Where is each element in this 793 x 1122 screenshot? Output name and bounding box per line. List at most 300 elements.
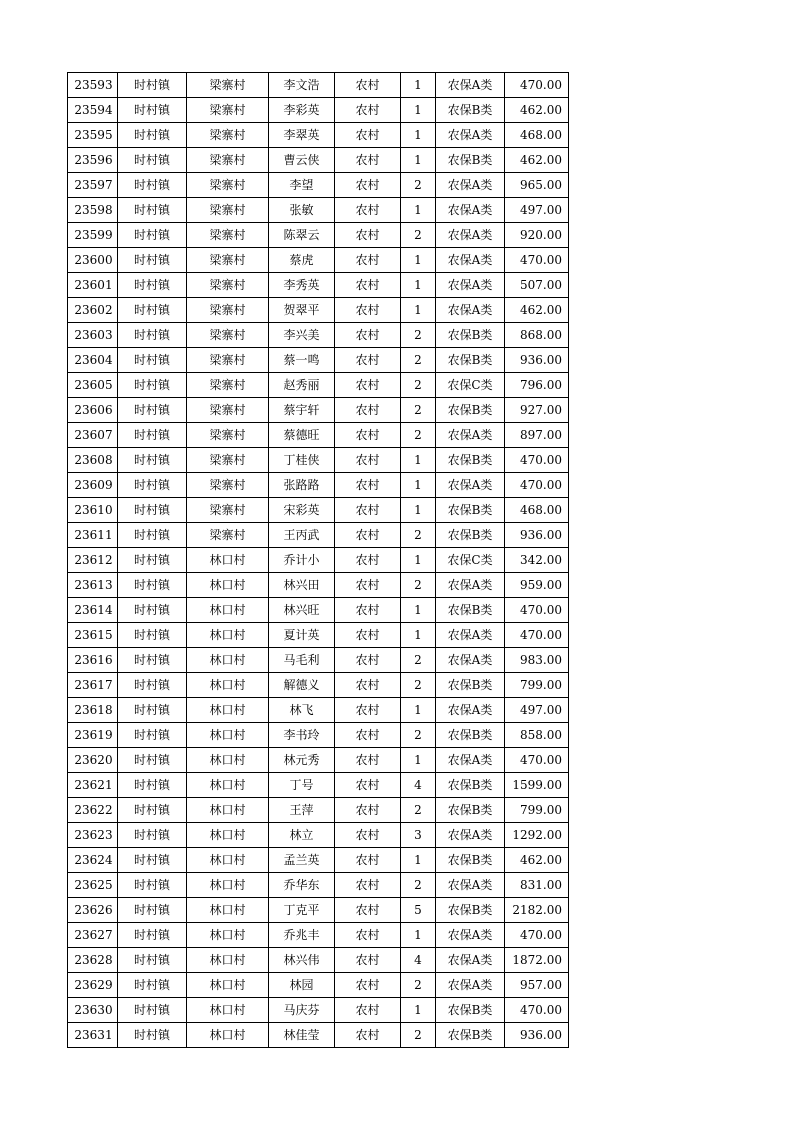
household-count-cell: 1 xyxy=(401,73,436,98)
insurance-category-cell: 农保B类 xyxy=(436,848,505,873)
area-type-cell: 农村 xyxy=(335,648,401,673)
household-count-cell: 1 xyxy=(401,698,436,723)
town-cell: 时村镇 xyxy=(118,823,187,848)
serial-number-cell: 23596 xyxy=(68,148,118,173)
amount-cell: 470.00 xyxy=(505,73,569,98)
insurance-category-cell: 农保B类 xyxy=(436,773,505,798)
insurance-category-cell: 农保B类 xyxy=(436,448,505,473)
amount-cell: 920.00 xyxy=(505,223,569,248)
table-row xyxy=(68,373,569,398)
insurance-category-cell: 农保C类 xyxy=(436,373,505,398)
serial-number-cell: 23604 xyxy=(68,348,118,373)
serial-number-cell: 23617 xyxy=(68,673,118,698)
village-cell: 梁寨村 xyxy=(187,273,269,298)
amount-cell: 796.00 xyxy=(505,373,569,398)
amount-cell: 470.00 xyxy=(505,598,569,623)
person-name-cell: 乔华东 xyxy=(269,873,335,898)
town-cell: 时村镇 xyxy=(118,273,187,298)
serial-number-cell: 23627 xyxy=(68,923,118,948)
serial-number-cell: 23615 xyxy=(68,623,118,648)
amount-cell: 965.00 xyxy=(505,173,569,198)
person-name-cell: 林飞 xyxy=(269,698,335,723)
household-count-cell: 1 xyxy=(401,198,436,223)
insurance-category-cell: 农保A类 xyxy=(436,198,505,223)
person-name-cell: 林兴旺 xyxy=(269,598,335,623)
town-cell: 时村镇 xyxy=(118,498,187,523)
area-type-cell: 农村 xyxy=(335,373,401,398)
serial-number-cell: 23619 xyxy=(68,723,118,748)
amount-cell: 936.00 xyxy=(505,1023,569,1048)
town-cell: 时村镇 xyxy=(118,748,187,773)
amount-cell: 470.00 xyxy=(505,448,569,473)
village-cell: 梁寨村 xyxy=(187,248,269,273)
insurance-category-cell: 农保B类 xyxy=(436,398,505,423)
insurance-category-cell: 农保A类 xyxy=(436,748,505,773)
table-row xyxy=(68,973,569,998)
town-cell: 时村镇 xyxy=(118,123,187,148)
village-cell: 林口村 xyxy=(187,923,269,948)
table-row xyxy=(68,448,569,473)
town-cell: 时村镇 xyxy=(118,248,187,273)
household-count-cell: 2 xyxy=(401,573,436,598)
serial-number-cell: 23624 xyxy=(68,848,118,873)
village-cell: 林口村 xyxy=(187,623,269,648)
village-cell: 林口村 xyxy=(187,873,269,898)
town-cell: 时村镇 xyxy=(118,548,187,573)
household-count-cell: 2 xyxy=(401,223,436,248)
village-cell: 林口村 xyxy=(187,948,269,973)
town-cell: 时村镇 xyxy=(118,923,187,948)
table-row xyxy=(68,273,569,298)
area-type-cell: 农村 xyxy=(335,423,401,448)
village-cell: 梁寨村 xyxy=(187,473,269,498)
person-name-cell: 王丙武 xyxy=(269,523,335,548)
insurance-category-cell: 农保A类 xyxy=(436,573,505,598)
serial-number-cell: 23597 xyxy=(68,173,118,198)
serial-number-cell: 23599 xyxy=(68,223,118,248)
serial-number-cell: 23611 xyxy=(68,523,118,548)
insurance-category-cell: 农保B类 xyxy=(436,348,505,373)
insurance-category-cell: 农保A类 xyxy=(436,648,505,673)
serial-number-cell: 23612 xyxy=(68,548,118,573)
insurance-category-cell: 农保B类 xyxy=(436,1023,505,1048)
area-type-cell: 农村 xyxy=(335,798,401,823)
table-row xyxy=(68,573,569,598)
insurance-category-cell: 农保A类 xyxy=(436,298,505,323)
household-count-cell: 1 xyxy=(401,273,436,298)
household-count-cell: 4 xyxy=(401,948,436,973)
serial-number-cell: 23614 xyxy=(68,598,118,623)
area-type-cell: 农村 xyxy=(335,248,401,273)
table-row xyxy=(68,173,569,198)
table-row xyxy=(68,648,569,673)
table-row xyxy=(68,773,569,798)
village-cell: 林口村 xyxy=(187,723,269,748)
insurance-category-cell: 农保A类 xyxy=(436,473,505,498)
table-row xyxy=(68,623,569,648)
village-cell: 梁寨村 xyxy=(187,123,269,148)
table-row xyxy=(68,498,569,523)
amount-cell: 470.00 xyxy=(505,748,569,773)
area-type-cell: 农村 xyxy=(335,723,401,748)
area-type-cell: 农村 xyxy=(335,348,401,373)
amount-cell: 468.00 xyxy=(505,123,569,148)
person-name-cell: 林佳莹 xyxy=(269,1023,335,1048)
table-row xyxy=(68,723,569,748)
household-count-cell: 1 xyxy=(401,623,436,648)
person-name-cell: 贺翠平 xyxy=(269,298,335,323)
insurance-category-cell: 农保A类 xyxy=(436,923,505,948)
insurance-category-cell: 农保B类 xyxy=(436,498,505,523)
area-type-cell: 农村 xyxy=(335,198,401,223)
table-row xyxy=(68,323,569,348)
village-cell: 林口村 xyxy=(187,748,269,773)
serial-number-cell: 23595 xyxy=(68,123,118,148)
table-row xyxy=(68,248,569,273)
household-count-cell: 2 xyxy=(401,1023,436,1048)
person-name-cell: 马庆芬 xyxy=(269,998,335,1023)
table-row xyxy=(68,948,569,973)
amount-cell: 462.00 xyxy=(505,298,569,323)
table-row xyxy=(68,873,569,898)
table-row xyxy=(68,598,569,623)
person-name-cell: 李望 xyxy=(269,173,335,198)
town-cell: 时村镇 xyxy=(118,873,187,898)
insurance-category-cell: 农保A类 xyxy=(436,698,505,723)
serial-number-cell: 23606 xyxy=(68,398,118,423)
area-type-cell: 农村 xyxy=(335,1023,401,1048)
town-cell: 时村镇 xyxy=(118,323,187,348)
amount-cell: 831.00 xyxy=(505,873,569,898)
amount-cell: 342.00 xyxy=(505,548,569,573)
table-row xyxy=(68,223,569,248)
household-count-cell: 1 xyxy=(401,598,436,623)
amount-cell: 497.00 xyxy=(505,698,569,723)
town-cell: 时村镇 xyxy=(118,848,187,873)
area-type-cell: 农村 xyxy=(335,773,401,798)
table-row xyxy=(68,823,569,848)
town-cell: 时村镇 xyxy=(118,798,187,823)
household-count-cell: 1 xyxy=(401,148,436,173)
town-cell: 时村镇 xyxy=(118,73,187,98)
person-name-cell: 夏计英 xyxy=(269,623,335,648)
household-count-cell: 2 xyxy=(401,673,436,698)
village-cell: 林口村 xyxy=(187,898,269,923)
village-cell: 林口村 xyxy=(187,848,269,873)
household-count-cell: 1 xyxy=(401,248,436,273)
town-cell: 时村镇 xyxy=(118,598,187,623)
village-cell: 林口村 xyxy=(187,1023,269,1048)
person-name-cell: 蔡德旺 xyxy=(269,423,335,448)
area-type-cell: 农村 xyxy=(335,973,401,998)
village-cell: 林口村 xyxy=(187,548,269,573)
insurance-category-cell: 农保A类 xyxy=(436,873,505,898)
insurance-category-cell: 农保B类 xyxy=(436,98,505,123)
amount-cell: 799.00 xyxy=(505,798,569,823)
amount-cell: 470.00 xyxy=(505,473,569,498)
table-row xyxy=(68,298,569,323)
village-cell: 林口村 xyxy=(187,973,269,998)
person-name-cell: 李彩英 xyxy=(269,98,335,123)
household-count-cell: 2 xyxy=(401,423,436,448)
household-count-cell: 1 xyxy=(401,448,436,473)
person-name-cell: 解德义 xyxy=(269,673,335,698)
table-row xyxy=(68,798,569,823)
serial-number-cell: 23609 xyxy=(68,473,118,498)
person-name-cell: 李翠英 xyxy=(269,123,335,148)
village-cell: 林口村 xyxy=(187,998,269,1023)
household-count-cell: 1 xyxy=(401,498,436,523)
household-count-cell: 3 xyxy=(401,823,436,848)
area-type-cell: 农村 xyxy=(335,73,401,98)
person-name-cell: 曹云侠 xyxy=(269,148,335,173)
household-count-cell: 2 xyxy=(401,398,436,423)
table-row xyxy=(68,848,569,873)
amount-cell: 462.00 xyxy=(505,848,569,873)
town-cell: 时村镇 xyxy=(118,973,187,998)
serial-number-cell: 23610 xyxy=(68,498,118,523)
amount-cell: 957.00 xyxy=(505,973,569,998)
table-row xyxy=(68,398,569,423)
insurance-category-cell: 农保B类 xyxy=(436,723,505,748)
village-cell: 梁寨村 xyxy=(187,373,269,398)
person-name-cell: 马毛利 xyxy=(269,648,335,673)
table-row xyxy=(68,523,569,548)
town-cell: 时村镇 xyxy=(118,773,187,798)
town-cell: 时村镇 xyxy=(118,198,187,223)
insurance-category-cell: 农保B类 xyxy=(436,898,505,923)
insurance-category-cell: 农保A类 xyxy=(436,173,505,198)
amount-cell: 470.00 xyxy=(505,623,569,648)
area-type-cell: 农村 xyxy=(335,698,401,723)
area-type-cell: 农村 xyxy=(335,948,401,973)
household-count-cell: 1 xyxy=(401,123,436,148)
insurance-category-cell: 农保A类 xyxy=(436,423,505,448)
table-row xyxy=(68,73,569,98)
insurance-category-cell: 农保A类 xyxy=(436,823,505,848)
serial-number-cell: 23607 xyxy=(68,423,118,448)
town-cell: 时村镇 xyxy=(118,423,187,448)
insurance-category-cell: 农保B类 xyxy=(436,323,505,348)
person-name-cell: 丁桂侠 xyxy=(269,448,335,473)
serial-number-cell: 23622 xyxy=(68,798,118,823)
area-type-cell: 农村 xyxy=(335,173,401,198)
village-cell: 梁寨村 xyxy=(187,198,269,223)
serial-number-cell: 23605 xyxy=(68,373,118,398)
serial-number-cell: 23601 xyxy=(68,273,118,298)
insurance-category-cell: 农保A类 xyxy=(436,223,505,248)
amount-cell: 897.00 xyxy=(505,423,569,448)
serial-number-cell: 23598 xyxy=(68,198,118,223)
household-count-cell: 1 xyxy=(401,848,436,873)
town-cell: 时村镇 xyxy=(118,648,187,673)
person-name-cell: 张路路 xyxy=(269,473,335,498)
household-count-cell: 1 xyxy=(401,298,436,323)
amount-cell: 868.00 xyxy=(505,323,569,348)
insurance-category-cell: 农保A类 xyxy=(436,73,505,98)
area-type-cell: 农村 xyxy=(335,498,401,523)
person-name-cell: 林兴伟 xyxy=(269,948,335,973)
area-type-cell: 农村 xyxy=(335,398,401,423)
table-row xyxy=(68,123,569,148)
household-count-cell: 5 xyxy=(401,898,436,923)
town-cell: 时村镇 xyxy=(118,223,187,248)
household-count-cell: 1 xyxy=(401,473,436,498)
area-type-cell: 农村 xyxy=(335,473,401,498)
area-type-cell: 农村 xyxy=(335,323,401,348)
person-name-cell: 张敏 xyxy=(269,198,335,223)
household-count-cell: 2 xyxy=(401,973,436,998)
serial-number-cell: 23626 xyxy=(68,898,118,923)
village-cell: 梁寨村 xyxy=(187,448,269,473)
village-cell: 梁寨村 xyxy=(187,348,269,373)
town-cell: 时村镇 xyxy=(118,623,187,648)
table-body xyxy=(68,73,569,1048)
amount-cell: 983.00 xyxy=(505,648,569,673)
insurance-category-cell: 农保B类 xyxy=(436,523,505,548)
area-type-cell: 农村 xyxy=(335,123,401,148)
serial-number-cell: 23593 xyxy=(68,73,118,98)
household-count-cell: 2 xyxy=(401,348,436,373)
table-row xyxy=(68,548,569,573)
table-row xyxy=(68,1023,569,1048)
table-row xyxy=(68,473,569,498)
town-cell: 时村镇 xyxy=(118,523,187,548)
village-cell: 林口村 xyxy=(187,673,269,698)
amount-cell: 927.00 xyxy=(505,398,569,423)
person-name-cell: 李文浩 xyxy=(269,73,335,98)
insurance-category-cell: 农保B类 xyxy=(436,598,505,623)
village-cell: 梁寨村 xyxy=(187,498,269,523)
serial-number-cell: 23631 xyxy=(68,1023,118,1048)
amount-cell: 468.00 xyxy=(505,498,569,523)
insurance-category-cell: 农保A类 xyxy=(436,948,505,973)
town-cell: 时村镇 xyxy=(118,948,187,973)
area-type-cell: 农村 xyxy=(335,623,401,648)
area-type-cell: 农村 xyxy=(335,448,401,473)
amount-cell: 936.00 xyxy=(505,348,569,373)
area-type-cell: 农村 xyxy=(335,298,401,323)
serial-number-cell: 23620 xyxy=(68,748,118,773)
person-name-cell: 陈翠云 xyxy=(269,223,335,248)
town-cell: 时村镇 xyxy=(118,98,187,123)
town-cell: 时村镇 xyxy=(118,898,187,923)
amount-cell: 462.00 xyxy=(505,148,569,173)
serial-number-cell: 23602 xyxy=(68,298,118,323)
person-name-cell: 丁号 xyxy=(269,773,335,798)
insurance-category-cell: 农保A类 xyxy=(436,273,505,298)
person-name-cell: 李秀英 xyxy=(269,273,335,298)
insurance-category-cell: 农保B类 xyxy=(436,148,505,173)
amount-cell: 936.00 xyxy=(505,523,569,548)
household-count-cell: 2 xyxy=(401,523,436,548)
serial-number-cell: 23629 xyxy=(68,973,118,998)
amount-cell: 470.00 xyxy=(505,923,569,948)
amount-cell: 1292.00 xyxy=(505,823,569,848)
town-cell: 时村镇 xyxy=(118,573,187,598)
household-count-cell: 2 xyxy=(401,798,436,823)
area-type-cell: 农村 xyxy=(335,148,401,173)
amount-cell: 497.00 xyxy=(505,198,569,223)
area-type-cell: 农村 xyxy=(335,598,401,623)
person-name-cell: 林立 xyxy=(269,823,335,848)
village-cell: 梁寨村 xyxy=(187,398,269,423)
person-name-cell: 林兴田 xyxy=(269,573,335,598)
insurance-category-cell: 农保B类 xyxy=(436,998,505,1023)
household-count-cell: 1 xyxy=(401,998,436,1023)
village-cell: 林口村 xyxy=(187,648,269,673)
serial-number-cell: 23618 xyxy=(68,698,118,723)
village-cell: 林口村 xyxy=(187,823,269,848)
town-cell: 时村镇 xyxy=(118,298,187,323)
person-name-cell: 乔计小 xyxy=(269,548,335,573)
household-count-cell: 1 xyxy=(401,98,436,123)
person-name-cell: 林园 xyxy=(269,973,335,998)
insurance-category-cell: 农保C类 xyxy=(436,548,505,573)
amount-cell: 1872.00 xyxy=(505,948,569,973)
amount-cell: 858.00 xyxy=(505,723,569,748)
area-type-cell: 农村 xyxy=(335,223,401,248)
person-name-cell: 王萍 xyxy=(269,798,335,823)
insurance-category-cell: 农保A类 xyxy=(436,623,505,648)
town-cell: 时村镇 xyxy=(118,148,187,173)
serial-number-cell: 23621 xyxy=(68,773,118,798)
area-type-cell: 农村 xyxy=(335,823,401,848)
serial-number-cell: 23600 xyxy=(68,248,118,273)
household-count-cell: 1 xyxy=(401,548,436,573)
village-cell: 梁寨村 xyxy=(187,173,269,198)
table-row xyxy=(68,198,569,223)
household-count-cell: 2 xyxy=(401,373,436,398)
table-row xyxy=(68,423,569,448)
area-type-cell: 农村 xyxy=(335,848,401,873)
person-name-cell: 孟兰英 xyxy=(269,848,335,873)
town-cell: 时村镇 xyxy=(118,373,187,398)
person-name-cell: 李书玲 xyxy=(269,723,335,748)
serial-number-cell: 23594 xyxy=(68,98,118,123)
town-cell: 时村镇 xyxy=(118,723,187,748)
serial-number-cell: 23623 xyxy=(68,823,118,848)
amount-cell: 470.00 xyxy=(505,248,569,273)
village-cell: 梁寨村 xyxy=(187,98,269,123)
area-type-cell: 农村 xyxy=(335,673,401,698)
village-cell: 林口村 xyxy=(187,598,269,623)
area-type-cell: 农村 xyxy=(335,873,401,898)
household-count-cell: 1 xyxy=(401,923,436,948)
data-table xyxy=(67,72,569,1048)
table-row xyxy=(68,923,569,948)
village-cell: 梁寨村 xyxy=(187,298,269,323)
serial-number-cell: 23628 xyxy=(68,948,118,973)
serial-number-cell: 23608 xyxy=(68,448,118,473)
person-name-cell: 宋彩英 xyxy=(269,498,335,523)
town-cell: 时村镇 xyxy=(118,998,187,1023)
household-count-cell: 2 xyxy=(401,323,436,348)
person-name-cell: 赵秀丽 xyxy=(269,373,335,398)
town-cell: 时村镇 xyxy=(118,473,187,498)
insurance-category-cell: 农保A类 xyxy=(436,123,505,148)
serial-number-cell: 23625 xyxy=(68,873,118,898)
village-cell: 林口村 xyxy=(187,773,269,798)
serial-number-cell: 23616 xyxy=(68,648,118,673)
town-cell: 时村镇 xyxy=(118,448,187,473)
amount-cell: 1599.00 xyxy=(505,773,569,798)
serial-number-cell: 23603 xyxy=(68,323,118,348)
area-type-cell: 农村 xyxy=(335,573,401,598)
area-type-cell: 农村 xyxy=(335,998,401,1023)
household-count-cell: 2 xyxy=(401,873,436,898)
household-count-cell: 4 xyxy=(401,773,436,798)
